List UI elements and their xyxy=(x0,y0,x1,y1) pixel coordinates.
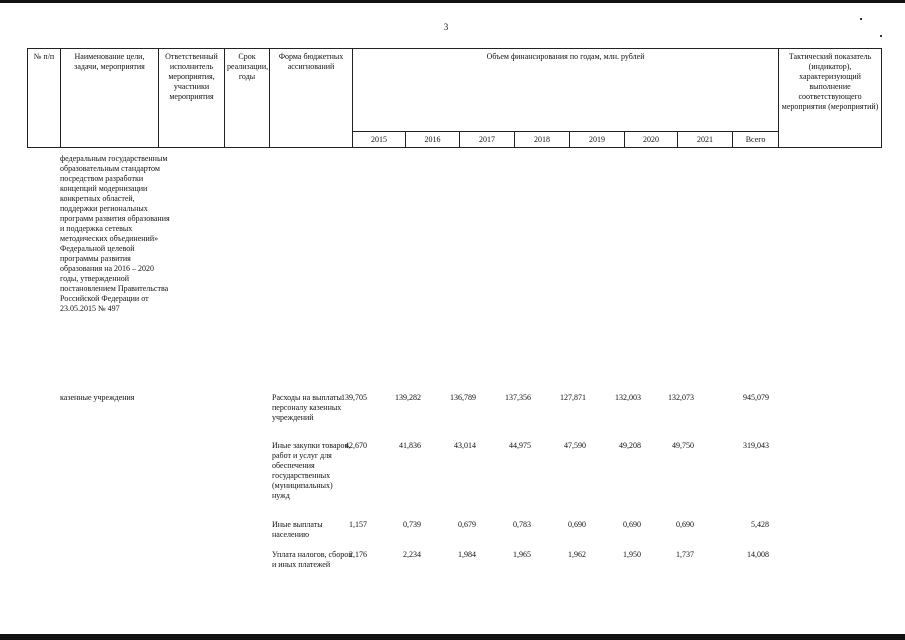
col-responsible-header: Ответственный исполнитель мероприятия, участники мероприятия xyxy=(159,49,225,148)
budget-form-label: Уплата налогов, сборов и иных платежей xyxy=(272,550,352,569)
year-header-2015: 2015 xyxy=(353,132,406,148)
value-2016: 41,836 xyxy=(399,441,421,450)
value-2019: 47,590 xyxy=(564,441,586,450)
value-total: 14,008 xyxy=(747,550,769,559)
year-header-2019: 2019 xyxy=(570,132,625,148)
value-2020: 132,003 xyxy=(615,393,641,402)
value-2018: 0,783 xyxy=(513,520,531,529)
value-total: 5,428 xyxy=(751,520,769,529)
value-2016: 2,234 xyxy=(403,550,421,559)
value-2018: 137,356 xyxy=(505,393,531,402)
value-2015: 42,670 xyxy=(345,441,367,450)
value-total: 945,079 xyxy=(743,393,769,402)
organization-label: казенные учреждения xyxy=(60,393,135,402)
value-2021: 0,690 xyxy=(676,520,694,529)
value-2018: 1,965 xyxy=(513,550,531,559)
budget-form-label: Иные выплаты населению xyxy=(272,520,323,539)
value-2021: 132,073 xyxy=(668,393,694,402)
budget-form-label: Расходы на выплаты персоналу казенных учреждений xyxy=(272,393,342,422)
year-header-total: Всего xyxy=(733,132,779,148)
value-2017: 0,679 xyxy=(458,520,476,529)
value-2019: 127,871 xyxy=(560,393,586,402)
value-total: 319,043 xyxy=(743,441,769,450)
value-2020: 0,690 xyxy=(623,520,641,529)
scan-speck xyxy=(880,35,882,37)
value-2015: 2,176 xyxy=(349,550,367,559)
scan-border-bottom xyxy=(0,634,905,640)
col-term-header: Срок реализации, годы xyxy=(225,49,270,148)
value-2015: 1,157 xyxy=(349,520,367,529)
col-indicator-header: Тактический показатель (индикатор), характеризующий выполнение соответствующего мероприятия (мероприятий) xyxy=(779,49,882,148)
header-table xyxy=(27,48,882,148)
goal-description: федеральным государственным образовательным стандартом посредством разработки концепций модернизации конкретных областей, поддержки региональных программ развития образования и поддержка сетевых методических объединений» Федеральной целевой программы развития образования на 2016 – 2020 годы, утвержденной постановлением Правительства Российской Федерации от 23.05.2015 № 497 xyxy=(60,154,170,313)
col-num-header: № п/п xyxy=(28,49,61,148)
year-header-2018: 2018 xyxy=(515,132,570,148)
col-form-header: Форма бюджетных ассигнований xyxy=(270,49,353,148)
value-2018: 44,975 xyxy=(509,441,531,450)
year-header-2021: 2021 xyxy=(678,132,733,148)
col-name-header: Наименование цели, задачи, мероприятия xyxy=(61,49,159,148)
value-2019: 0,690 xyxy=(568,520,586,529)
value-2020: 49,208 xyxy=(619,441,641,450)
page-number: 3 xyxy=(443,22,449,32)
col-funding-header: Объем финансирования по годам, млн. рублей xyxy=(353,49,779,132)
value-2021: 49,750 xyxy=(672,441,694,450)
scan-speck xyxy=(860,18,862,20)
year-header-2016: 2016 xyxy=(406,132,460,148)
value-2016: 139,282 xyxy=(395,393,421,402)
budget-form-label: Иные закупки товаров, работ и услуг для обеспечения государственных (муниципальных) нужд xyxy=(272,441,351,500)
value-2021: 1,737 xyxy=(676,550,694,559)
value-2016: 0,739 xyxy=(403,520,421,529)
year-header-2017: 2017 xyxy=(460,132,515,148)
value-2017: 136,789 xyxy=(450,393,476,402)
scan-border-top xyxy=(0,0,905,3)
year-header-2020: 2020 xyxy=(625,132,678,148)
value-2020: 1,950 xyxy=(623,550,641,559)
value-2019: 1,962 xyxy=(568,550,586,559)
value-2015: 139,705 xyxy=(341,393,367,402)
value-2017: 43,014 xyxy=(454,441,476,450)
value-2017: 1,984 xyxy=(458,550,476,559)
